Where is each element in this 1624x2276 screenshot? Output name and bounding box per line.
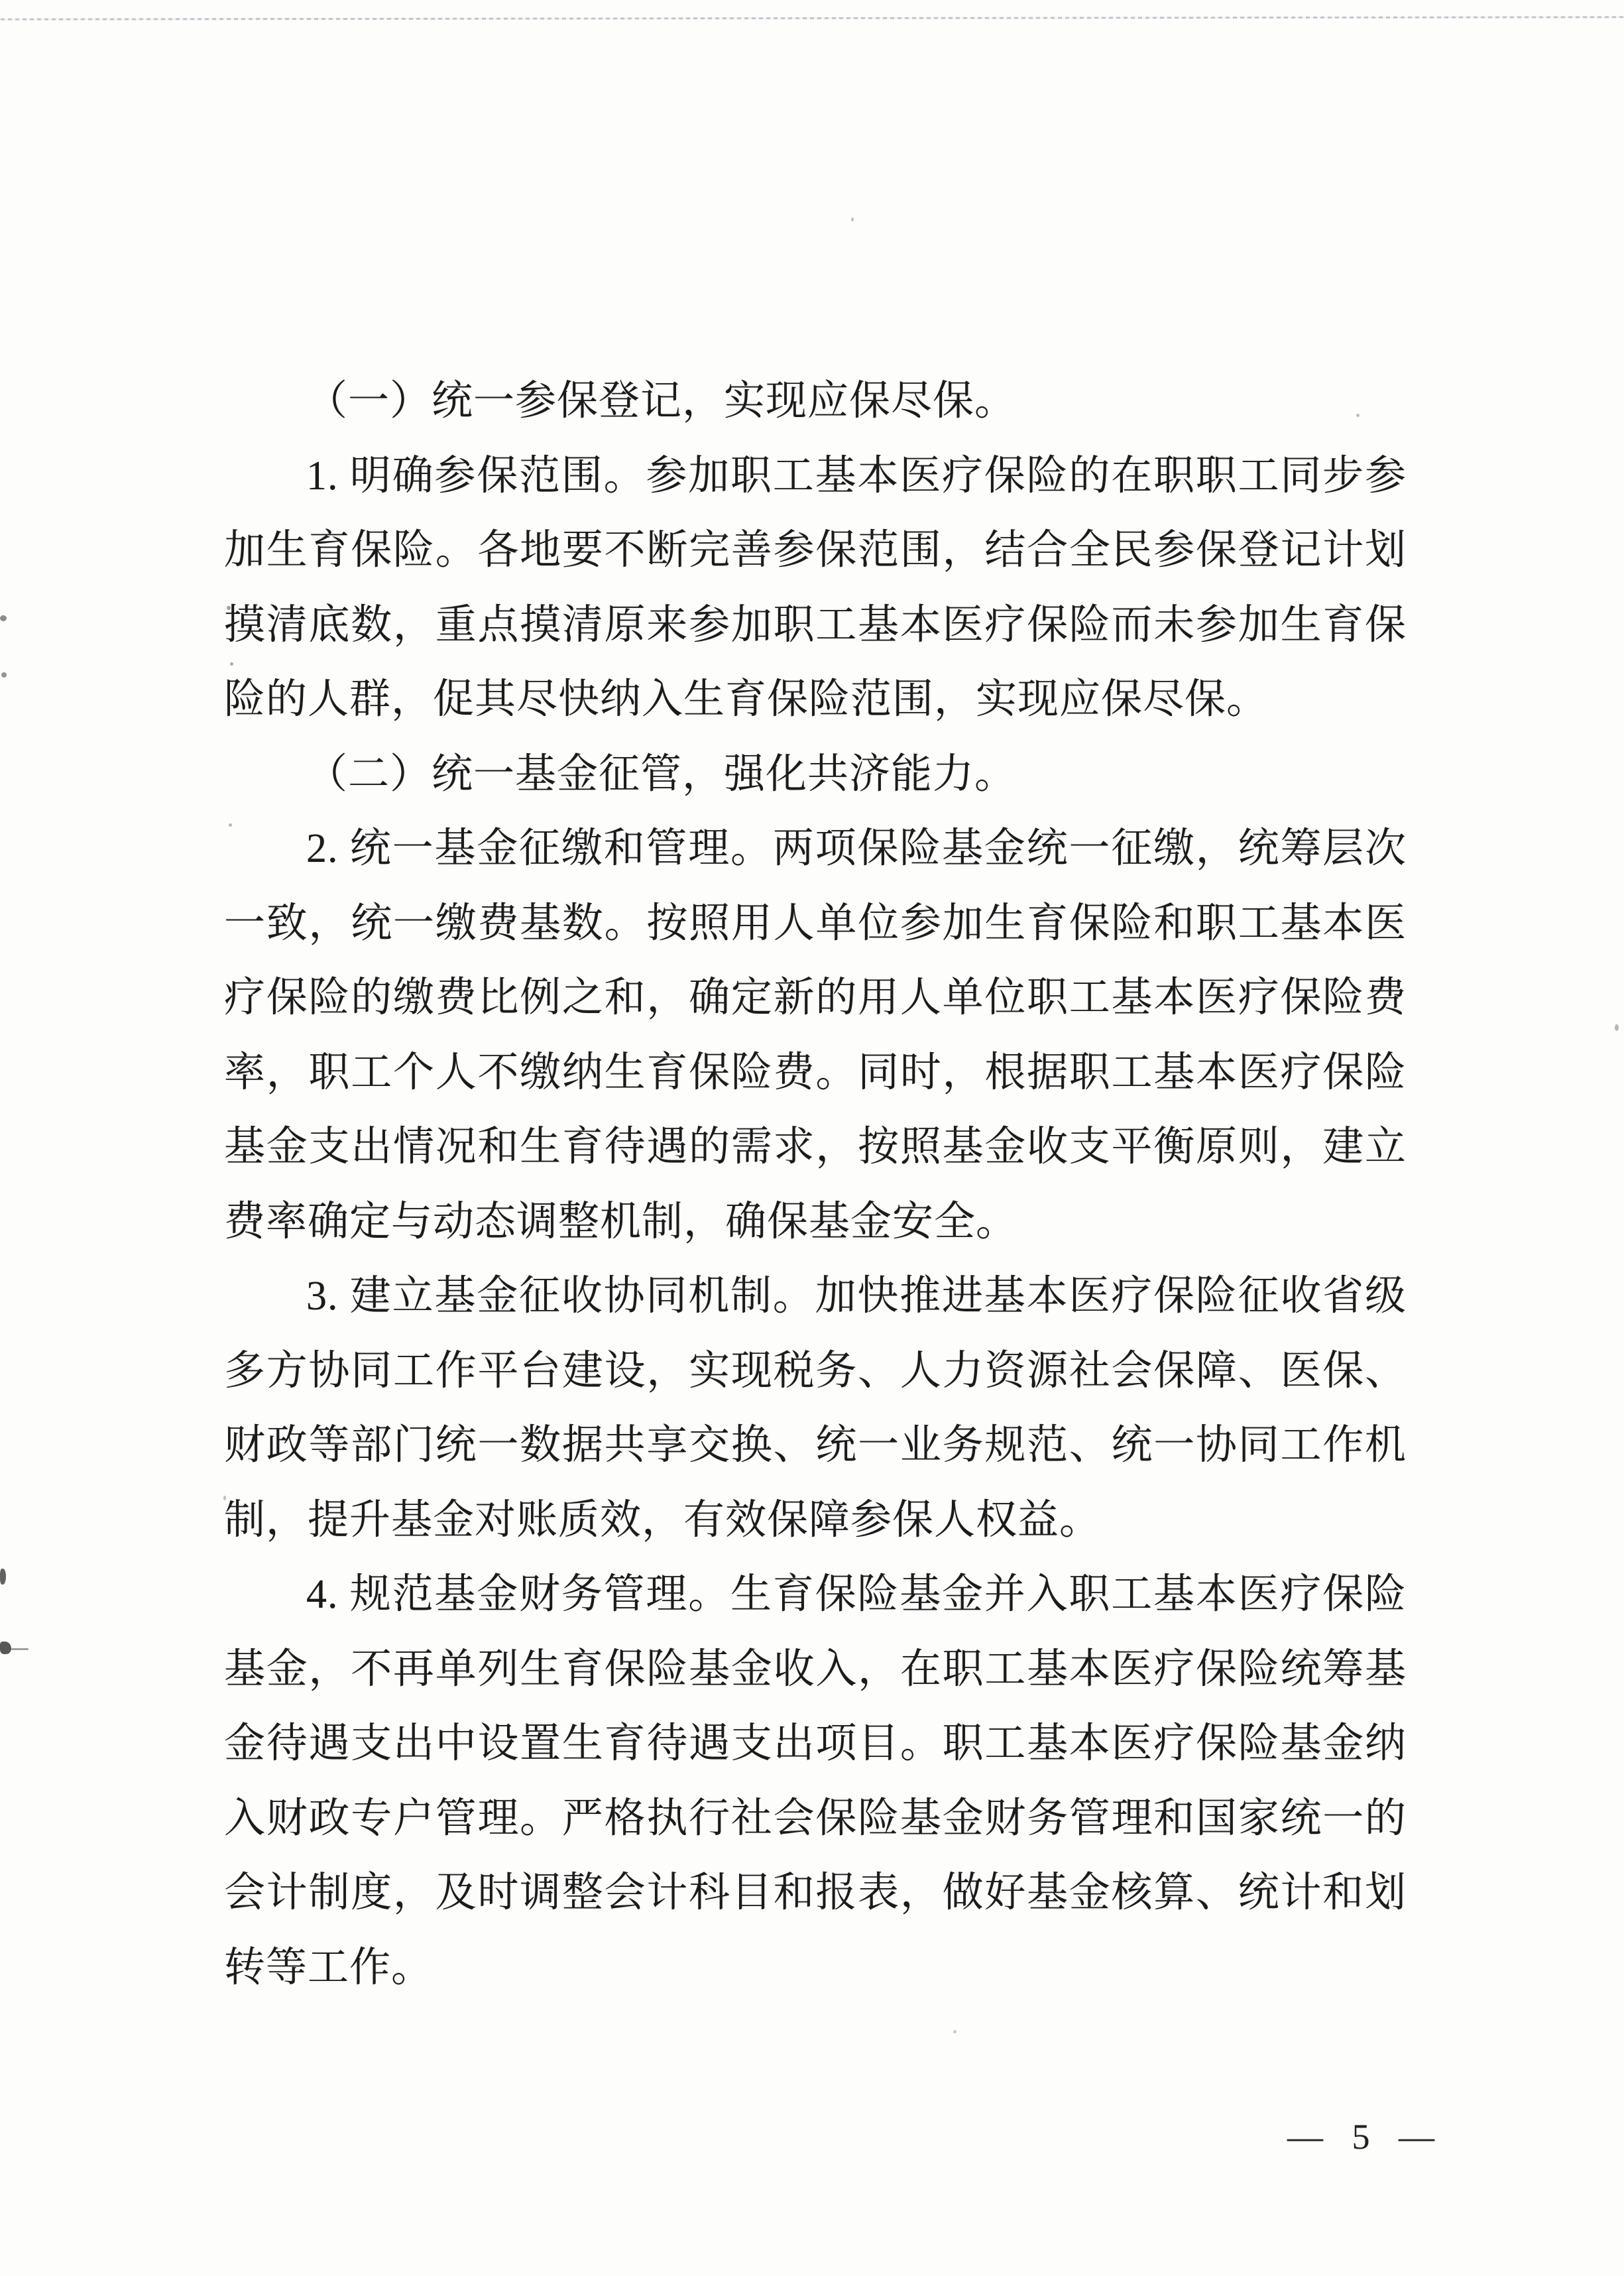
scan-speck <box>1356 414 1360 417</box>
paragraph-item-1: 1. 明确参保范围。参加职工基本医疗保险的在职职工同步参加生育保险。各地要不断完善参保范围，结合全民参保登记计划摸清底数，重点摸清原来参加职工基本医疗保险而未参加生育保险的人群，促其尽快纳入生育保险范围，实现应保尽保。 <box>224 453 1407 722</box>
paragraph-item-4: 4. 规范基金财务管理。生育保险基金并入职工基本医疗保险基金，不再单列生育保险基金收入，在职工基本医疗保险统筹基金待遇支出中设置生育待遇支出项目。职工基本医疗保险基金纳入财政专户管理。严格执行社会保险基金财务管理和国家统一的会计制度，及时调整会计科目和报表，做好基金核算、统计和划转等工作。 <box>224 1572 1407 1990</box>
scan-artifact-line <box>0 16 1624 20</box>
scan-speck <box>11 1648 29 1650</box>
scan-speck <box>0 1569 6 1585</box>
scan-speck <box>953 2030 957 2033</box>
scan-speck <box>229 823 232 827</box>
scan-speck <box>0 615 7 621</box>
section-heading-1: （一）统一参保登记，实现应保尽保。 <box>306 379 1017 424</box>
page-number: — 5 — <box>1287 2117 1436 2157</box>
paragraph-item-2: 2. 统一基金征缴和管理。两项保险基金统一征缴，统筹层次一致，统一缴费基数。按照用人单位参加生育保险和职工基本医疗保险的缴费比例之和，确定新的用人单位职工基本医疗保险费率，职工个人不缴纳生育保险费。同时，根据职工基本医疗保险基金支出情况和生育待遇的需求，按照基金收支平衡原则，建立费率确定与动态调整机制，确保基金安全。 <box>224 826 1407 1244</box>
scan-speck <box>227 606 231 610</box>
scan-speck <box>223 1496 226 1500</box>
scan-speck <box>1391 1649 1394 1653</box>
document-body <box>224 364 1407 2005</box>
section-heading-2: （二）统一基金征管，强化共济能力。 <box>306 751 1017 797</box>
scan-speck <box>1615 1024 1619 1031</box>
paragraph-item-3: 3. 建立基金征收协同机制。加快推进基本医疗保险征收省级多方协同工作平台建设，实现税务、人力资源社会保障、医保、财政等部门统一数据共享交换、统一业务规范、统一协同工作机制，提升基金对账质效，有效保障参保人权益。 <box>224 1274 1407 1543</box>
scan-speck <box>230 662 233 666</box>
scan-speck <box>1 672 7 678</box>
scan-speck <box>851 217 854 221</box>
scan-speck <box>0 1642 11 1654</box>
